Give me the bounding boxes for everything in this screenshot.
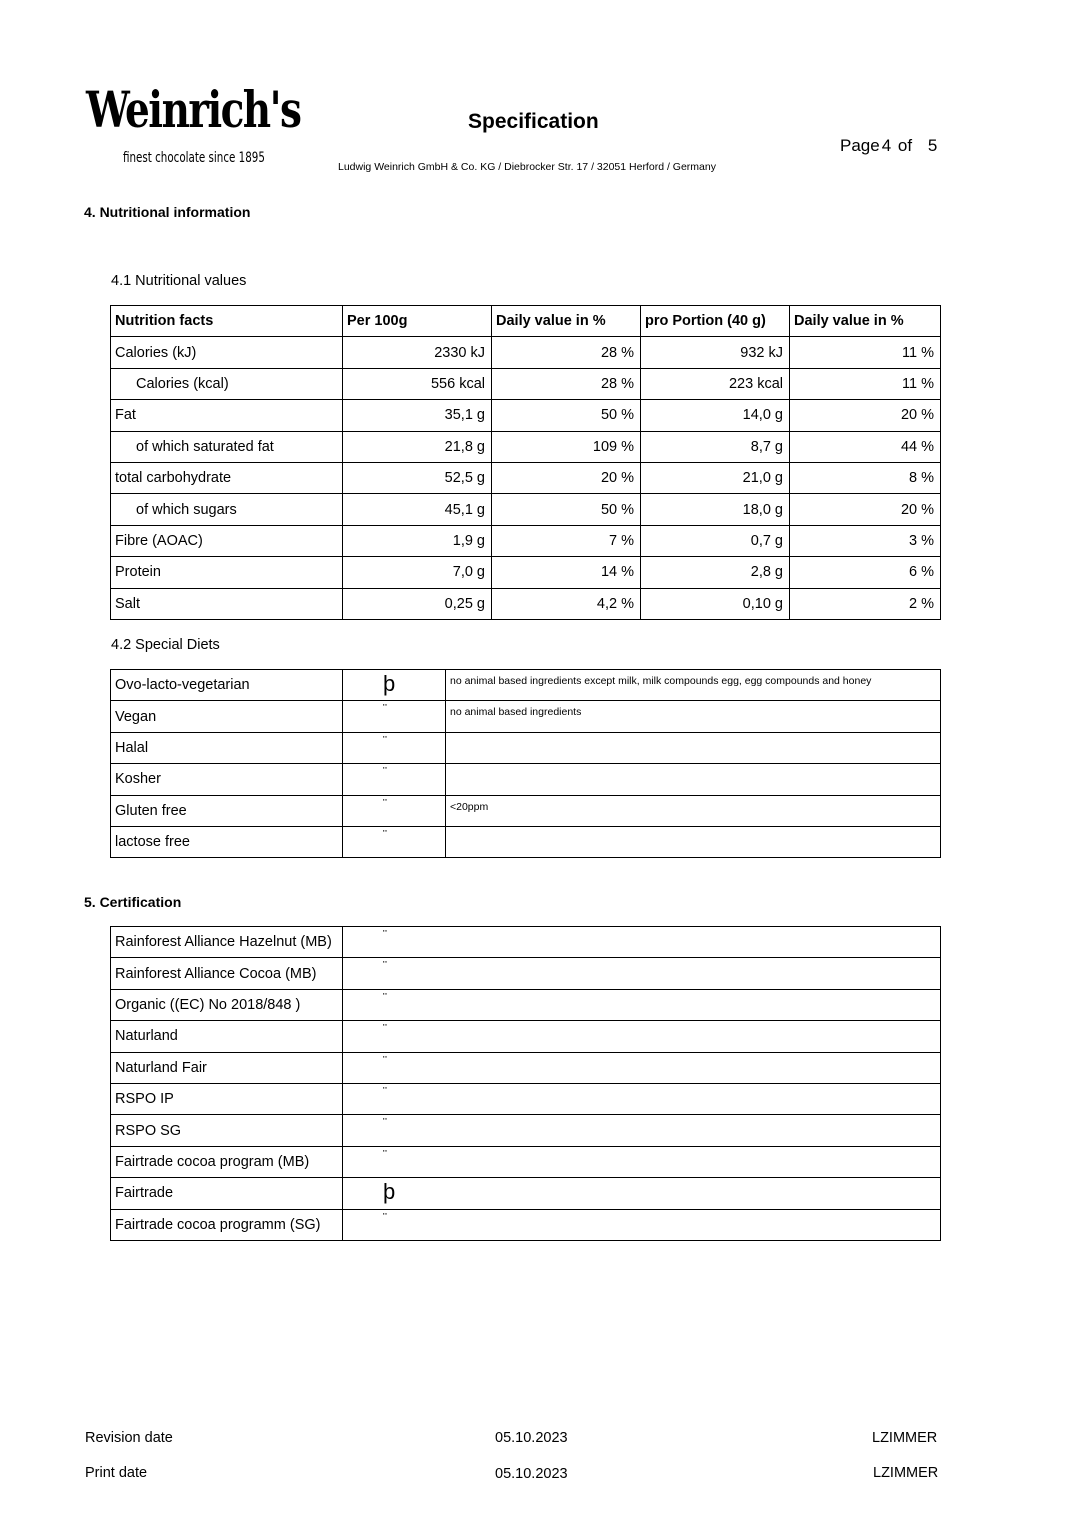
cert-row (111, 1178, 941, 1209)
nutrition-value-portion: 14,0 g (641, 400, 790, 431)
nutrition-label: Calories (kJ) (111, 337, 343, 368)
revision-date-value: 05.10.2023 (495, 1430, 568, 1446)
company-logo (86, 80, 301, 172)
nutrition-header-row (111, 306, 941, 337)
diet-note (446, 764, 941, 795)
diet-note: <20ppm (446, 795, 941, 826)
cert-label: Fairtrade cocoa program (MB) (111, 1146, 343, 1177)
nutrition-value-dvportion: 3 % (790, 525, 941, 556)
nutrition-value-per100: 2330 kJ (343, 337, 492, 368)
nutrition-label: Fibre (AOAC) (111, 525, 343, 556)
nutrition-value-dvportion: 44 % (790, 431, 941, 462)
diet-mark: ¨ (343, 764, 446, 795)
revision-date-label: Revision date (85, 1430, 173, 1446)
nutrition-value-portion: 0,10 g (641, 588, 790, 619)
cert-mark: ¨ (343, 1083, 941, 1114)
section-heading-nutrition: 4. Nutritional information (84, 204, 251, 220)
nutrition-value-portion: 0,7 g (641, 525, 790, 556)
nutrition-value-portion: 2,8 g (641, 557, 790, 588)
cert-label: Naturland (111, 1021, 343, 1052)
nutrition-value-dvportion: 6 % (790, 557, 941, 588)
diet-row (111, 795, 941, 826)
logo-wordmark: Weinrich's (86, 80, 301, 139)
logo-tagline: finest chocolate since 1895 (123, 150, 265, 166)
page-label: Page (840, 136, 880, 155)
nutrition-value-per100: 45,1 g (343, 494, 492, 525)
nutrition-label: Fat (111, 400, 343, 431)
nutrition-label: Calories (kcal) (111, 368, 343, 399)
cert-row (111, 1052, 941, 1083)
cert-mark: ¨ (343, 1021, 941, 1052)
cert-mark: ¨ (343, 927, 941, 958)
nutrition-value-portion: 932 kJ (641, 337, 790, 368)
cert-label: Naturland Fair (111, 1052, 343, 1083)
nutrition-value-per100: 556 kcal (343, 368, 492, 399)
nutrition-value-per100: 0,25 g (343, 588, 492, 619)
diet-row (111, 764, 941, 795)
diet-label: Gluten free (111, 795, 343, 826)
nutrition-header-cell: Daily value in % (492, 306, 641, 337)
diet-note: no animal based ingredients except milk, milk compounds egg, egg compounds and honey (446, 670, 941, 701)
nutrition-value-dv100: 28 % (492, 337, 641, 368)
nutrition-value-dv100: 20 % (492, 462, 641, 493)
cert-row (111, 989, 941, 1020)
nutrition-row (111, 368, 941, 399)
sub-heading-nutritional-values: 4.1 Nutritional values (111, 273, 247, 289)
cert-row (111, 1209, 941, 1240)
nutrition-value-dv100: 14 % (492, 557, 641, 588)
nutrition-header-cell: pro Portion (40 g) (641, 306, 790, 337)
cert-label: Fairtrade cocoa programm (SG) (111, 1209, 343, 1240)
nutrition-value-per100: 52,5 g (343, 462, 492, 493)
nutrition-value-portion: 8,7 g (641, 431, 790, 462)
nutrition-label: Protein (111, 557, 343, 588)
diet-note (446, 732, 941, 763)
nutrition-value-per100: 35,1 g (343, 400, 492, 431)
nutrition-row (111, 494, 941, 525)
cert-mark: þ (343, 1178, 941, 1209)
document-title: Specification (468, 110, 599, 133)
nutrition-value-dv100: 50 % (492, 400, 641, 431)
diet-mark: ¨ (343, 795, 446, 826)
diet-mark: ¨ (343, 826, 446, 857)
print-date-label: Print date (85, 1465, 148, 1481)
nutrition-row (111, 588, 941, 619)
nutrition-row (111, 557, 941, 588)
nutrition-value-dvportion: 2 % (790, 588, 941, 619)
nutrition-table (110, 305, 941, 620)
nutrition-row (111, 337, 941, 368)
nutrition-value-portion: 223 kcal (641, 368, 790, 399)
nutrition-value-dv100: 50 % (492, 494, 641, 525)
page-total: 5 (927, 136, 938, 155)
cert-mark: ¨ (343, 1052, 941, 1083)
nutrition-value-dvportion: 20 % (790, 400, 941, 431)
diet-row (111, 732, 941, 763)
nutrition-row (111, 431, 941, 462)
nutrition-value-dvportion: 11 % (790, 337, 941, 368)
cert-mark: ¨ (343, 958, 941, 989)
cert-row (111, 1021, 941, 1052)
cert-label: Fairtrade (111, 1178, 343, 1209)
nutrition-value-dvportion: 20 % (790, 494, 941, 525)
nutrition-row (111, 462, 941, 493)
nutrition-header-cell: Daily value in % (790, 306, 941, 337)
cert-mark: ¨ (343, 1146, 941, 1177)
print-user: LZIMMER (873, 1465, 939, 1481)
nutrition-label: Salt (111, 588, 343, 619)
nutrition-header-cell: Nutrition facts (111, 306, 343, 337)
diet-note (446, 826, 941, 857)
cert-mark: ¨ (343, 1115, 941, 1146)
nutrition-value-dv100: 4,2 % (492, 588, 641, 619)
diet-row (111, 670, 941, 701)
cert-row (111, 927, 941, 958)
diet-mark: þ (343, 670, 446, 701)
cert-row (111, 958, 941, 989)
page-current: 4 (881, 136, 892, 155)
diet-label: Ovo-lacto-vegetarian (111, 670, 343, 701)
revision-user: LZIMMER (872, 1430, 938, 1446)
diet-note: no animal based ingredients (446, 701, 941, 732)
nutrition-value-dv100: 7 % (492, 525, 641, 556)
sub-heading-special-diets: 4.2 Special Diets (111, 637, 220, 653)
nutrition-value-dv100: 28 % (492, 368, 641, 399)
nutrition-label: of which sugars (111, 494, 343, 525)
nutrition-value-per100: 7,0 g (343, 557, 492, 588)
cert-label: RSPO SG (111, 1115, 343, 1146)
nutrition-value-per100: 1,9 g (343, 525, 492, 556)
nutrition-value-dvportion: 11 % (790, 368, 941, 399)
cert-row (111, 1146, 941, 1177)
page-indicator (840, 136, 937, 156)
diet-row (111, 701, 941, 732)
diet-mark: ¨ (343, 732, 446, 763)
nutrition-label: of which saturated fat (111, 431, 343, 462)
special-diets-table (110, 669, 941, 858)
nutrition-label: total carbohydrate (111, 462, 343, 493)
certification-table (110, 926, 941, 1241)
nutrition-value-dv100: 109 % (492, 431, 641, 462)
nutrition-row (111, 400, 941, 431)
diet-row (111, 826, 941, 857)
cert-mark: ¨ (343, 989, 941, 1020)
nutrition-header-cell: Per 100g (343, 306, 492, 337)
page-of: of (897, 136, 913, 155)
diet-mark: ¨ (343, 701, 446, 732)
cert-label: Rainforest Alliance Hazelnut (MB) (111, 927, 343, 958)
nutrition-value-portion: 18,0 g (641, 494, 790, 525)
print-date-value: 05.10.2023 (495, 1466, 568, 1482)
diet-label: lactose free (111, 826, 343, 857)
cert-label: Organic ((EC) No 2018/848 ) (111, 989, 343, 1020)
nutrition-value-per100: 21,8 g (343, 431, 492, 462)
nutrition-value-dvportion: 8 % (790, 462, 941, 493)
cert-mark: ¨ (343, 1209, 941, 1240)
diet-label: Vegan (111, 701, 343, 732)
company-address: Ludwig Weinrich GmbH & Co. KG / Diebrocker Str. 17 / 32051 Herford / Germany (338, 161, 716, 173)
nutrition-value-portion: 21,0 g (641, 462, 790, 493)
cert-row (111, 1083, 941, 1114)
cert-row (111, 1115, 941, 1146)
cert-label: Rainforest Alliance Cocoa (MB) (111, 958, 343, 989)
section-heading-certification: 5. Certification (84, 894, 182, 910)
diet-label: Kosher (111, 764, 343, 795)
diet-label: Halal (111, 732, 343, 763)
cert-label: RSPO IP (111, 1083, 343, 1114)
nutrition-row (111, 525, 941, 556)
